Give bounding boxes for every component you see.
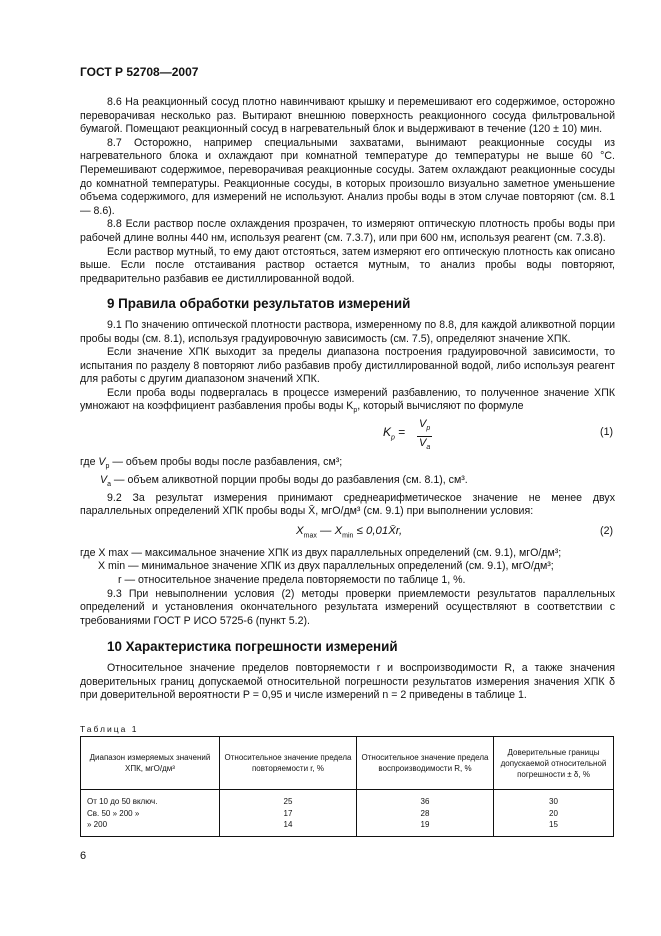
table-cell: От 10 до 50 включ. [81, 790, 220, 808]
definition-xmax: где X max — максимальное значение ХПК из двух параллельных определений (см. 9.1), мгО/дм³; [80, 546, 562, 559]
definition-xmin: X min — минимальное значение ХПК из двух параллельных определений (см. 9.1), мгО/дм³; [98, 560, 554, 573]
definition-r: r — относительное значение предела повторяемости по таблице 1, %. [118, 573, 466, 586]
table-header-row [81, 737, 614, 790]
paragraph-10: Относительное значение пределов повторяемости r и воспроизводимости R, а также значения доверительных границ допускаемой относительной погрешности результатов измерения значения ХПК δ при доверительной вероятности P = 0,95 и числе измерений n = 2 приведены в таблице 1. [80, 661, 615, 702]
table-header-cell: Доверительные границы допускаемой относительной погрешности ± δ, % [494, 737, 614, 790]
document-body [80, 96, 615, 703]
paragraph-8-8-cont: Если раствор мутный, то ему дают отстояться, затем измеряют его оптическую плотность как описано выше. Если после отстаивания раствор остается мутным, то анализ пробы воды повторяют, предварительно разбавив ее дистиллированной водой. [80, 245, 615, 285]
table-header-cell: Относительное значение предела воспроизводимости R, % [357, 737, 494, 790]
section-10-heading: 10 Характеристика погрешности измерений [107, 639, 398, 655]
definition-va: $V_а$ — объем аликвотной порции пробы воды до разбавления (см. 8.1), см³. [100, 473, 468, 488]
paragraph-9-3: 9.3 При невыполнении условия (2) методы проверки приемлемости результатов параллельных определений и установления окончательного результата измерений осуществляют в соответствии с требованиями ГОСТ Р ИСО 5725-6 (пункт 5.2). [80, 587, 615, 627]
formula-1: $K_р$ = $V_р$ $V_а$ (1) [80, 418, 615, 456]
formula-number: (1) [600, 426, 613, 439]
table-caption: Таблица 1 [80, 724, 139, 734]
paragraph-9-1-c: Если проба воды подвергалась в процессе измерений разбавлению, то полученное значение ХПК умножают на коэффициент разбавления пробы воды $K_р$, который вычисляют по формуле [80, 386, 615, 415]
fraction: $V_р$ $V_а$ [419, 418, 431, 452]
table-cell: 30 [494, 790, 614, 808]
table-cell: Св. 50 » 200 » [81, 808, 220, 820]
table-cell: 28 [357, 808, 494, 820]
paragraph-9-1-b: Если значение ХПК выходит за пределы диапазона построения градуировочной зависимости, то испытания по разделу 8 повторяют либо разбавив пробу дистиллированной водой, либо используя реагент для работы с другим диапазоном значений ХПК. [80, 346, 615, 386]
section-9-heading: 9 Правила обработки результатов измерений [107, 296, 411, 312]
table-row [81, 808, 614, 820]
formula-number: (2) [600, 524, 613, 537]
paragraph-8-7: 8.7 Осторожно, например специальными захватами, вынимают реакционные сосуды из нагревательного блока и охлаждают при комнатной температуре до температуры не выше 60 °С. Перемешивают содержимое, переворачивая реакционные сосуды. Затем охлаждают реакционные сосуды до комнатной температуры. Реакционные сосуды, в которых произошло визуально заметное уменьшение объема содержимого, для измерений не используют. Анализ пробы воды в этом случае повторяют (см. 8.1 — 8.6). [80, 136, 615, 217]
table-cell: 15 [494, 819, 614, 836]
page-header: ГОСТ Р 52708—2007 [80, 65, 199, 79]
table-cell: 25 [220, 790, 357, 808]
table-cell: » 200 [81, 819, 220, 836]
paragraph-9-2: 9.2 За результат измерения принимают среднеарифметическое значение не менее двух параллельных определений ХПК пробы воды X̄, мгО/дм³ (см. 9.1) при выполнении условия: [80, 491, 615, 518]
table-row [81, 819, 614, 836]
paragraph-8-8: 8.8 Если раствор после охлаждения прозрачен, то измеряют оптическую плотность пробы воды при рабочей длине волны 440 нм, используя реагент (см. 7.3.7), или при 600 нм, используя реагент (см. 7.3.8). [80, 218, 615, 244]
formula-2: $X_{max}$ — $X_{min}$ ≤ 0,01X̄r, (2) [296, 524, 613, 540]
table-1 [80, 736, 614, 837]
table-header-cell: Относительное значение предела повторяемости r, % [220, 737, 357, 790]
page-number: 6 [80, 850, 87, 862]
table-cell: 17 [220, 808, 357, 820]
paragraph-8-6: 8.6 На реакционный сосуд плотно навинчивают крышку и перемешивают его содержимое, осторожно переворачивая несколько раз. Вытирают внешнюю поверхность реакционного сосуда фильтровальной бумагой. Помещают реакционный сосуд в нагревательный блок и выдерживают в течение (120 ± 10) мин. [80, 96, 615, 136]
table-cell: 19 [357, 819, 494, 836]
definition-vp: где $V_р$ — объем пробы воды после разбавления, см³; [80, 456, 343, 471]
paragraph-9-1: 9.1 По значению оптической плотности раствора, измеренному по 8.8, для каждой аликвотной порции пробы воды (см. 8.1), используя градуировочную зависимость (см. 7.5), определяют значение ХПК. [80, 318, 615, 345]
table-row [81, 790, 614, 808]
table-header-cell: Диапазон измеряемых значений ХПК, мгО/дм³ [81, 737, 220, 790]
table-cell: 36 [357, 790, 494, 808]
table-cell: 20 [494, 808, 614, 820]
table-cell: 14 [220, 819, 357, 836]
